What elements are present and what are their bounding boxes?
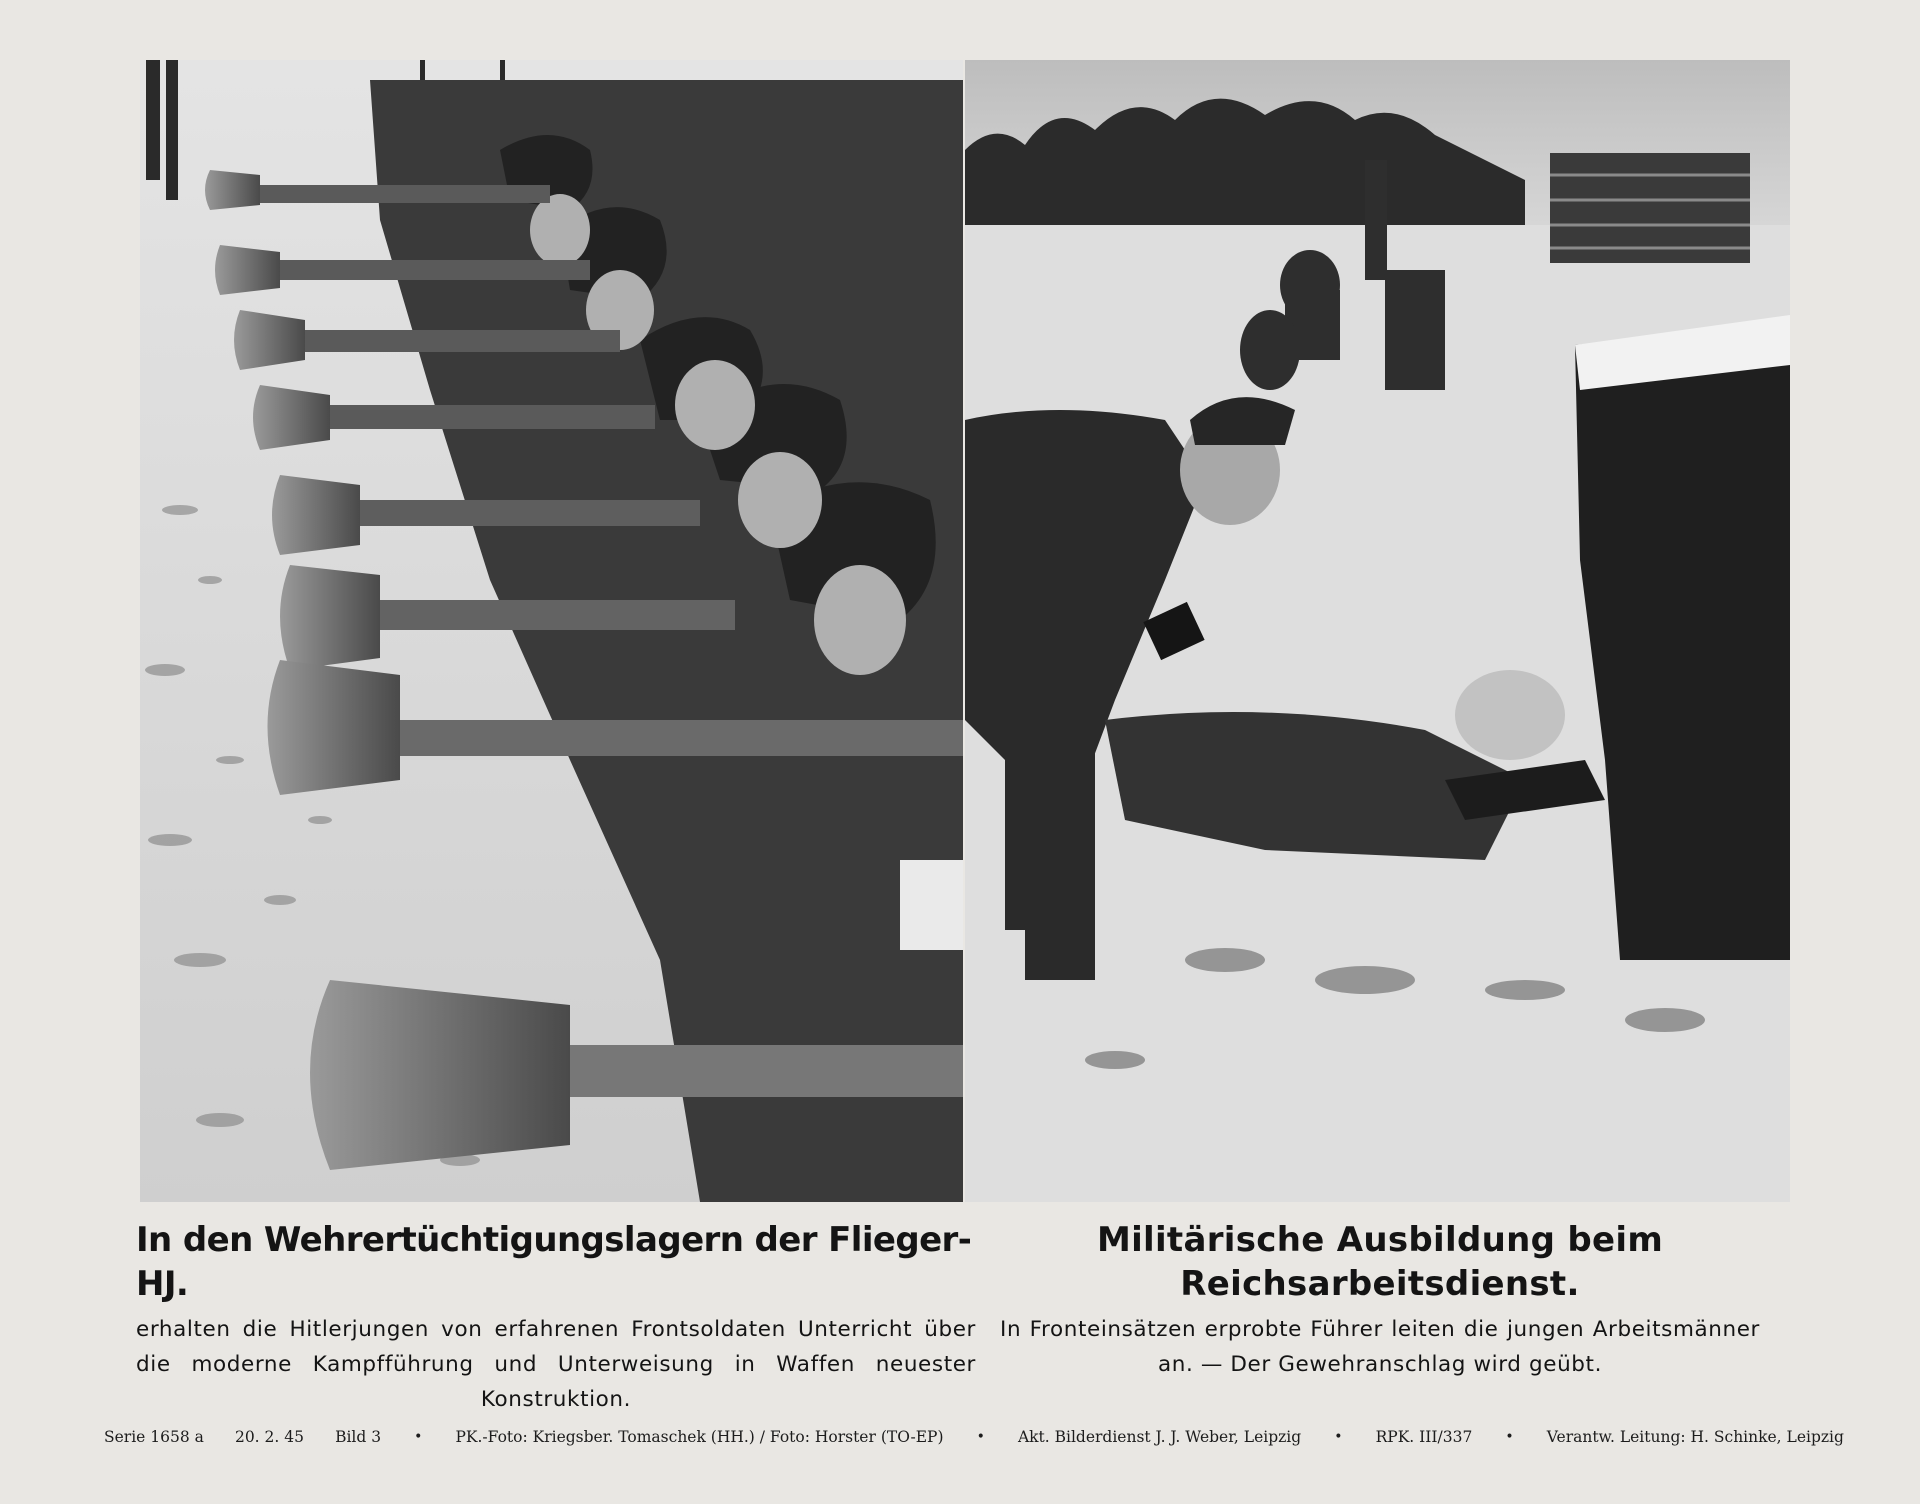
caption-left-body: erhalten die Hitlerjungen von erfahrenen Frontsoldaten Unterricht über die moderne Kampfführung und Unterweisung in Waffen neuester Konstruktion. xyxy=(136,1317,976,1412)
credit-serie: Serie 1658 a xyxy=(104,1428,204,1446)
caption-left xyxy=(136,1218,976,1417)
credit-separator: • xyxy=(414,1429,423,1445)
credit-responsible: Verantw. Leitung: H. Schinke, Leipzig xyxy=(1546,1428,1844,1446)
credit-bild: Bild 3 xyxy=(335,1428,382,1446)
caption-right-title: Militärische Ausbildung beim Reichsarbeitsdienst. xyxy=(1096,1220,1664,1304)
credit-separator: • xyxy=(1505,1429,1514,1445)
photo-left-image xyxy=(140,60,963,1202)
credit-line xyxy=(104,1428,1844,1446)
credit-separator: • xyxy=(976,1429,985,1445)
caption-right-body: In Fronteinsätzen erprobte Führer leiten die jungen Arbeitsmänner an. — Der Gewehranschlag wird geübt. xyxy=(1000,1317,1760,1377)
credit-photo: PK.-Foto: Kriegsber. Tomaschek (HH.) / Foto: Horster (TO-EP) xyxy=(455,1428,944,1446)
photo-left xyxy=(140,60,963,1202)
caption-right xyxy=(980,1218,1780,1382)
credit-date: 20. 2. 45 xyxy=(234,1428,304,1446)
photo-right-image xyxy=(965,60,1790,1202)
credit-publisher: Akt. Bilderdienst J. J. Weber, Leipzig xyxy=(1017,1428,1302,1446)
credit-separator: • xyxy=(1334,1429,1343,1445)
photo-right xyxy=(965,60,1790,1202)
credit-rpk: RPK. III/337 xyxy=(1375,1428,1473,1446)
caption-left-title: In den Wehrertüchtigungslagern der Flieger-HJ. xyxy=(136,1220,972,1304)
